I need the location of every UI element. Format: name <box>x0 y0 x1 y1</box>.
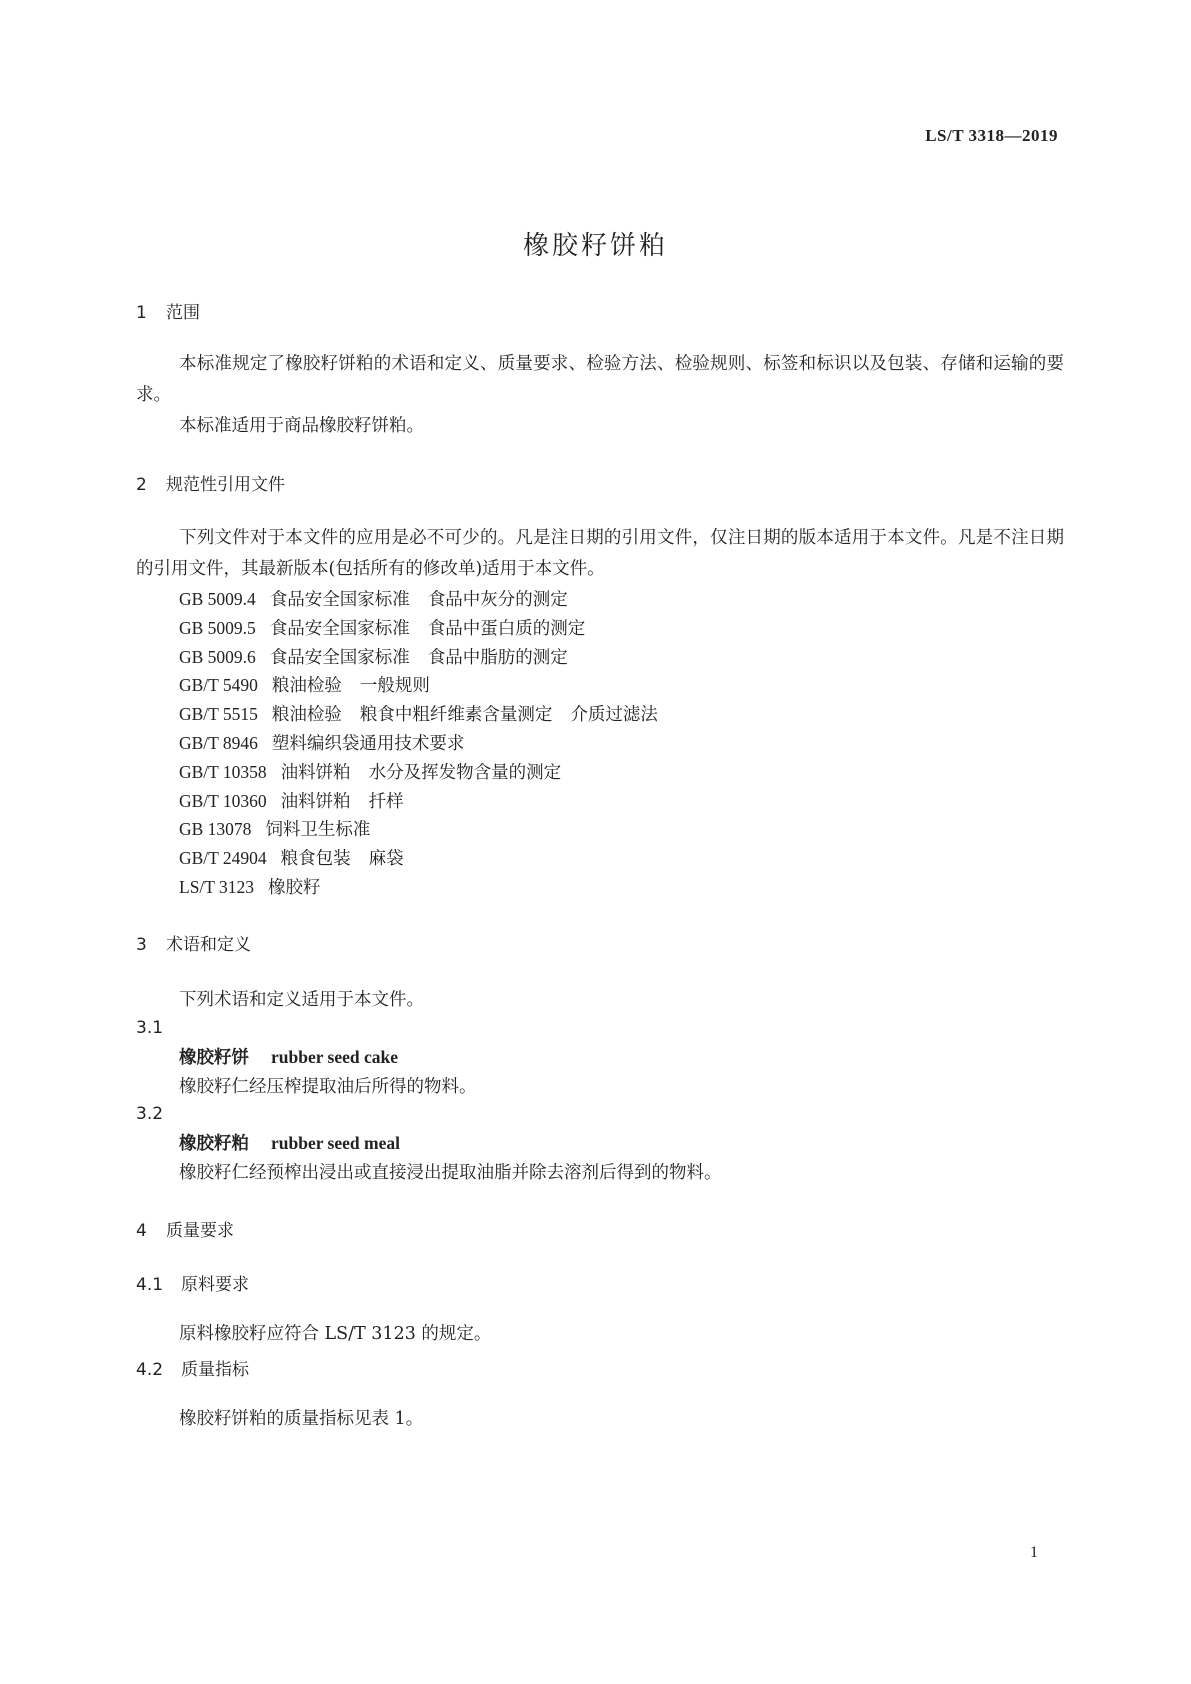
reference-code: LS/T 3123 <box>179 877 255 897</box>
reference-item <box>179 730 482 755</box>
reference-title-part: 食品中灰分的测定 <box>427 590 568 610</box>
section-2-paragraph-1: 下列文件对于本文件的应用是必不可少的。凡是注日期的引用文件，仅注日期的版本适用于本文件。凡是不注日期的引用文件，其最新版本(包括所有的修改单)适用于本文件。 <box>136 528 1064 579</box>
section-1-paragraph-1: 本标准规定了橡胶籽饼粕的术语和定义、质量要求、检验方法、检验规则、标签和标识以及包装、存储和运输的要求。 <box>136 354 1064 405</box>
reference-title-part: 饲料卫生标准 <box>265 820 371 841</box>
reference-title-part: 麻袋 <box>368 849 404 870</box>
term-definition: 橡胶籽仁经压榨提取油后所得的物料。 <box>179 1077 477 1097</box>
term-name <box>179 1044 398 1069</box>
section-1-paragraph-2: 本标准适用于商品橡胶籽饼粕。 <box>179 416 424 436</box>
reference-title-part: 食品安全国家标准 <box>269 590 410 610</box>
term-name-en: rubber seed cake <box>271 1047 399 1067</box>
reference-title-part: 塑料编织袋通用技术要求 <box>271 734 465 754</box>
section-title: 术语和定义 <box>166 935 251 955</box>
reference-title-part: 食品中脂肪的测定 <box>427 647 568 668</box>
term-number: 3.1 <box>136 1018 164 1038</box>
reference-title-part: 油料饼粕 <box>280 762 351 783</box>
reference-code: GB 13078 <box>179 819 252 840</box>
reference-code: GB/T 5515 <box>179 704 258 725</box>
reference-title-part: 粮油检验 <box>271 705 342 726</box>
section-3-heading <box>136 930 251 955</box>
section-title: 质量要求 <box>166 1221 234 1241</box>
section-4-heading <box>136 1216 234 1241</box>
reference-item <box>179 586 586 611</box>
term-name-zh: 橡胶籽饼 <box>179 1048 249 1068</box>
reference-code: GB 5009.5 <box>179 617 256 638</box>
reference-title-part: 水分及挥发物含量的测定 <box>368 762 562 783</box>
reference-item <box>179 759 579 784</box>
reference-item <box>179 816 388 841</box>
section-3-paragraph-1: 下列术语和定义适用于本文件。 <box>179 990 424 1010</box>
reference-code: GB 5009.4 <box>179 589 256 609</box>
section-4-2-paragraph: 橡胶籽饼粕的质量指标见表 1。 <box>179 1409 424 1429</box>
section-4-2-heading <box>136 1355 249 1380</box>
reference-title-part: 粮食包装 <box>280 849 351 870</box>
reference-item <box>179 845 422 870</box>
subsection-number: 4.2 <box>136 1360 164 1380</box>
reference-title-part: 食品安全国家标准 <box>269 647 410 668</box>
reference-item <box>179 644 586 669</box>
term-number: 3.2 <box>136 1104 164 1124</box>
section-title: 范围 <box>166 303 200 323</box>
reference-title-part: 油料饼粕 <box>280 791 351 812</box>
reference-title-part: 食品安全国家标准 <box>269 618 410 639</box>
term-name-zh: 橡胶籽粕 <box>179 1134 249 1154</box>
section-number: 2 <box>136 475 147 495</box>
reference-item <box>179 672 448 697</box>
reference-title-part: 橡胶籽 <box>268 878 321 898</box>
reference-title-part: 介质过滤法 <box>570 705 658 726</box>
reference-item <box>179 615 603 640</box>
reference-code: GB/T 10358 <box>179 761 267 782</box>
document-title: 橡胶籽饼粕 <box>522 231 668 261</box>
reference-code: GB/T 10360 <box>179 790 267 811</box>
reference-title-part: 一般规则 <box>359 676 430 697</box>
subsection-number: 4.1 <box>136 1275 164 1295</box>
section-number: 3 <box>136 935 147 955</box>
section-2-heading <box>136 470 285 495</box>
reference-title-part: 扦样 <box>368 791 404 812</box>
reference-item <box>179 874 339 899</box>
term-name <box>179 1130 400 1155</box>
section-number: 1 <box>136 303 147 323</box>
section-1-heading <box>136 298 200 323</box>
term-name-en: rubber seed meal <box>271 1133 400 1153</box>
reference-title-part: 食品中蛋白质的测定 <box>427 618 586 639</box>
page-number: 1 <box>1030 1544 1038 1561</box>
reference-item <box>179 788 422 813</box>
section-4-1-paragraph: 原料橡胶籽应符合 LS/T 3123 的规定。 <box>179 1324 492 1344</box>
reference-code: GB 5009.6 <box>179 646 256 667</box>
reference-code: GB/T 5490 <box>179 675 258 696</box>
section-4-1-heading <box>136 1270 249 1295</box>
reference-item <box>179 701 676 726</box>
reference-title-part: 粮油检验 <box>271 676 342 697</box>
subsection-title: 原料要求 <box>181 1275 249 1295</box>
reference-code: GB/T 24904 <box>179 848 267 869</box>
section-number: 4 <box>136 1221 147 1241</box>
standard-code: LS/T 3318—2019 <box>925 126 1058 145</box>
subsection-title: 质量指标 <box>181 1360 249 1380</box>
reference-title-part: 粮食中粗纤维素含量测定 <box>359 705 553 726</box>
term-definition: 橡胶籽仁经预榨出浸出或直接浸出提取油脂并除去溶剂后得到的物料。 <box>179 1163 722 1183</box>
section-title: 规范性引用文件 <box>166 475 285 495</box>
reference-code: GB/T 8946 <box>179 733 258 753</box>
